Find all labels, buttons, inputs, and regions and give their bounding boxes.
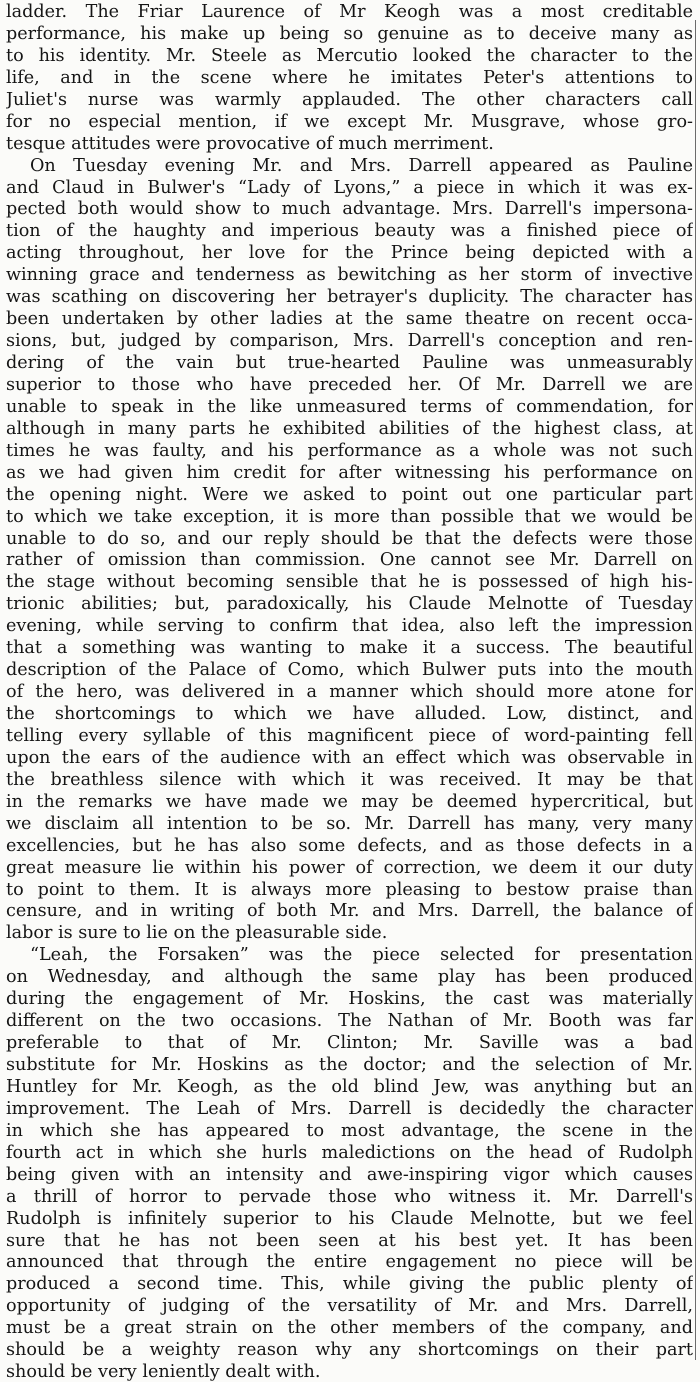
- text-line: should be a weighty reason why any shortcomings on their part: [6, 1340, 693, 1361]
- text-line: censure, and in writing of both Mr. and Mrs. Darrell, the balance of: [6, 901, 693, 922]
- text-line: trionic abilities; but, paradoxically, his Claude Melnotte of Tuesday: [6, 594, 693, 615]
- text-line: should be very leniently dealt with.: [6, 1362, 321, 1383]
- text-line: to his identity. Mr. Steele as Mercutio looked the character to the: [6, 45, 693, 66]
- text-line: On Tuesday evening Mr. and Mrs. Darrell appeared as Pauline: [30, 155, 693, 176]
- text-line: rather of omission than commission. One cannot see Mr. Darrell on: [6, 550, 693, 571]
- text-line: to point to them. It is always more pleasing to bestow praise than: [6, 879, 693, 900]
- text-line: in the remarks we have made we may be deemed hypercritical, but: [6, 791, 693, 812]
- text-line: tion of the haughty and imperious beauty was a finished piece of: [6, 221, 693, 242]
- text-line: for no especial mention, if we except Mr. Musgrave, whose gro-: [6, 111, 693, 132]
- text-line: great measure lie within his power of correction, we deem it our duty: [6, 857, 693, 878]
- text-line: must be a great strain on the other members of the company, and: [6, 1318, 693, 1339]
- text-line: sure that he has not been seen at his best yet. It has been: [6, 1230, 693, 1251]
- text-line: in which she has appeared to most advantage, the scene in the: [6, 1120, 693, 1141]
- text-line: although in many parts he exhibited abilities of the highest class, at: [6, 418, 693, 439]
- text-line: as we had given him credit for after witnessing his performance on: [6, 462, 693, 483]
- column-rule: [695, 20, 696, 1360]
- text-line: tesque attitudes were provocative of much merriment.: [6, 133, 494, 154]
- text-line: Huntley for Mr. Keogh, as the old blind Jew, was anything but an: [6, 1076, 693, 1097]
- text-line: life, and in the scene where he imitates Peter's attentions to: [6, 67, 693, 88]
- text-line: fourth act in which she hurls maledictions on the head of Rudolph: [6, 1142, 693, 1163]
- text-line: telling every syllable of this magnificent piece of word-painting fell: [6, 725, 693, 746]
- text-line: dering of the vain but true-hearted Pauline was unmeasurably: [6, 353, 693, 373]
- text-line: substitute for Mr. Hoskins as the doctor; and the selection of Mr.: [6, 1055, 693, 1075]
- text-line: we disclaim all intention to be so. Mr. Darrell has many, very many: [6, 813, 693, 834]
- text-line: the opening night. Were we asked to point out one particular part: [6, 484, 693, 505]
- text-line: unable to do so, and our reply should be that the defects were those: [6, 528, 693, 549]
- text-line: labor is sure to lie on the pleasurable side.: [6, 923, 388, 944]
- text-line: a thrill of horror to pervade those who witness it. Mr. Darrell's: [6, 1186, 693, 1207]
- text-line: pected both would show to much advantage. Mrs. Darrell's impersona-: [6, 199, 693, 220]
- text-line: the breathless silence with which it was received. It may be that: [6, 769, 693, 790]
- text-line: announced that through the entire engagement no piece will be: [6, 1252, 693, 1273]
- text-line: acting throughout, her love for the Prince being depicted with a: [6, 243, 693, 264]
- text-line: the stage without becoming sensible that he is possessed of high his-: [6, 572, 693, 593]
- text-line: sions, but, judged by comparison, Mrs. Darrell's conception and ren-: [6, 331, 693, 352]
- text-line: “Leah, the Forsaken” was the piece selected for presentation: [30, 945, 693, 966]
- text-line: description of the Palace of Como, which Bulwer puts into the mouth: [6, 660, 693, 681]
- text-line: ladder. The Friar Laurence of Mr Keogh was a most creditable: [6, 2, 693, 22]
- text-line: preferable to that of Mr. Clinton; Mr. Saville was a bad: [6, 1033, 693, 1054]
- text-line: winning grace and tenderness as bewitching as her storm of invective: [6, 265, 693, 286]
- paragraph-lady-of-lyons-review: [6, 156, 693, 946]
- text-line: unable to speak in the like unmeasured terms of commendation, for: [6, 396, 693, 417]
- text-line: performance, his make up being so genuine as to deceive many as: [6, 23, 693, 44]
- text-line: times he was faulty, and his performance as a whole was not such: [6, 440, 693, 461]
- text-line: of the hero, was delivered in a manner which should more atone for: [6, 682, 693, 703]
- text-line: and Claud in Bulwer's “Lady of Lyons,” a piece in which it was ex-: [6, 177, 693, 198]
- text-line: Juliet's nurse was warmly applauded. The other characters call: [6, 89, 693, 110]
- article-column: [6, 2, 693, 1384]
- text-line: been undertaken by other ladies at the same theatre on recent occa-: [6, 309, 693, 330]
- text-line: Rudolph is infinitely superior to his Claude Melnotte, but we feel: [6, 1208, 693, 1229]
- text-line: different on the two occasions. The Nathan of Mr. Booth was far: [6, 1011, 693, 1032]
- text-line: superior to those who have preceded her. Of Mr. Darrell we are: [6, 374, 693, 395]
- text-line: was scathing on discovering her betrayer's duplicity. The character has: [6, 287, 693, 308]
- text-line: being given with an intensity and awe-inspiring vigor which causes: [6, 1164, 693, 1185]
- text-line: evening, while serving to confirm that idea, also left the impression: [6, 616, 693, 637]
- text-line: opportunity of judging of the versatility of Mr. and Mrs. Darrell,: [6, 1296, 693, 1317]
- text-line: the shortcomings to which we have alluded. Low, distinct, and: [6, 704, 693, 724]
- text-line: upon the ears of the audience with an effect which was observable in: [6, 747, 693, 768]
- paragraph-romeo-review: [6, 2, 693, 156]
- text-line: during the engagement of Mr. Hoskins, the cast was materially: [6, 989, 693, 1010]
- text-line: excellencies, but he has also some defects, and as those defects in a: [6, 835, 693, 856]
- text-line: improvement. The Leah of Mrs. Darrell is decidedly the character: [6, 1098, 693, 1119]
- text-line: to which we take exception, it is more than possible that we would be: [6, 506, 693, 527]
- text-line: on Wednesday, and although the same play has been produced: [6, 967, 693, 988]
- text-line: that a something was wanting to make it a success. The beautiful: [6, 638, 693, 659]
- text-line: produced a second time. This, while giving the public plenty of: [6, 1274, 693, 1295]
- paragraph-leah-review: [6, 945, 693, 1384]
